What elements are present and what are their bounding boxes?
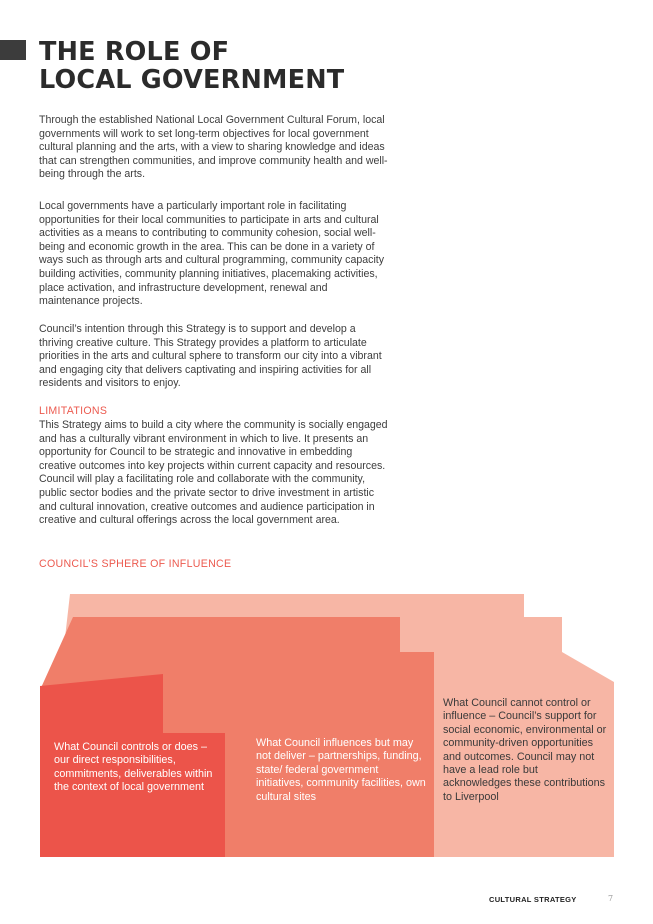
- controls-description: What Council controls or does – our direct responsibilities, commitments, deliverables within the context of local government: [54, 741, 213, 794]
- page-number: 7: [608, 894, 614, 903]
- influences-description: What Council influences but may not deliver – partnerships, funding, state/ federal government initiatives, community facilities, own cultural sites: [256, 737, 426, 803]
- cannot-control-description: What Council cannot control or influence – Council’s support for social economic, environmental or community-driven opportunities and outcomes. Council may not have a lead role but acknowledges these contributions to Liverpool: [443, 697, 607, 803]
- limitations-heading: LIMITATIONS: [39, 405, 108, 417]
- sphere-of-influence-heading: COUNCIL’S SPHERE OF INFLUENCE: [39, 558, 232, 570]
- paragraph-cultural-forum: Through the established National Local Government Cultural Forum, local governments will work to set long-term objectives for local government cultural planning and the arts, with a view to sharing knowledge and ideas that can strengthen communities, and improve community health and well-being through the arts.: [39, 114, 388, 181]
- page-title-line-2: LOCAL GOVERNMENT: [39, 65, 345, 95]
- paragraph-local-role: Local governments have a particularly important role in facilitating opportunities for their local communities to participate in arts and cultural activities as a means to contributing to community cohesion, social well-being and economic growth in the area. This can be done in a variety of ways such as through arts and cultural programming, community capacity building activities, community planning initiatives, placemaking activities, place activation, and infrastructure development, renewal and maintenance projects.: [39, 200, 385, 308]
- page-title-line-1: THE ROLE OF: [39, 37, 230, 67]
- paragraph-council-intention: Council’s intention through this Strategy is to support and develop a thriving creative culture. This Strategy provides a platform to articulate priorities in the arts and cultural sphere to transform our city into a vibrant and engaging city that delivers captivating and inspiring activities for all residents and visitors to enjoy.: [39, 323, 382, 390]
- footer-document-title: CULTURAL STRATEGY: [489, 895, 577, 904]
- paragraph-limitations: This Strategy aims to build a city where the community is socially engaged and has a culturally vibrant environment in which to live. It presents an opportunity for Council to be strategic and innovative in embedding creative outcomes into key projects within current capacity and resources. Council will play a facilitating role and collaborate with the community, public sector bodies and the private sector to drive investment in artistic and cultural innovation, creative outcomes and audience participation in creative and cultural offerings across the local government area.: [39, 419, 388, 527]
